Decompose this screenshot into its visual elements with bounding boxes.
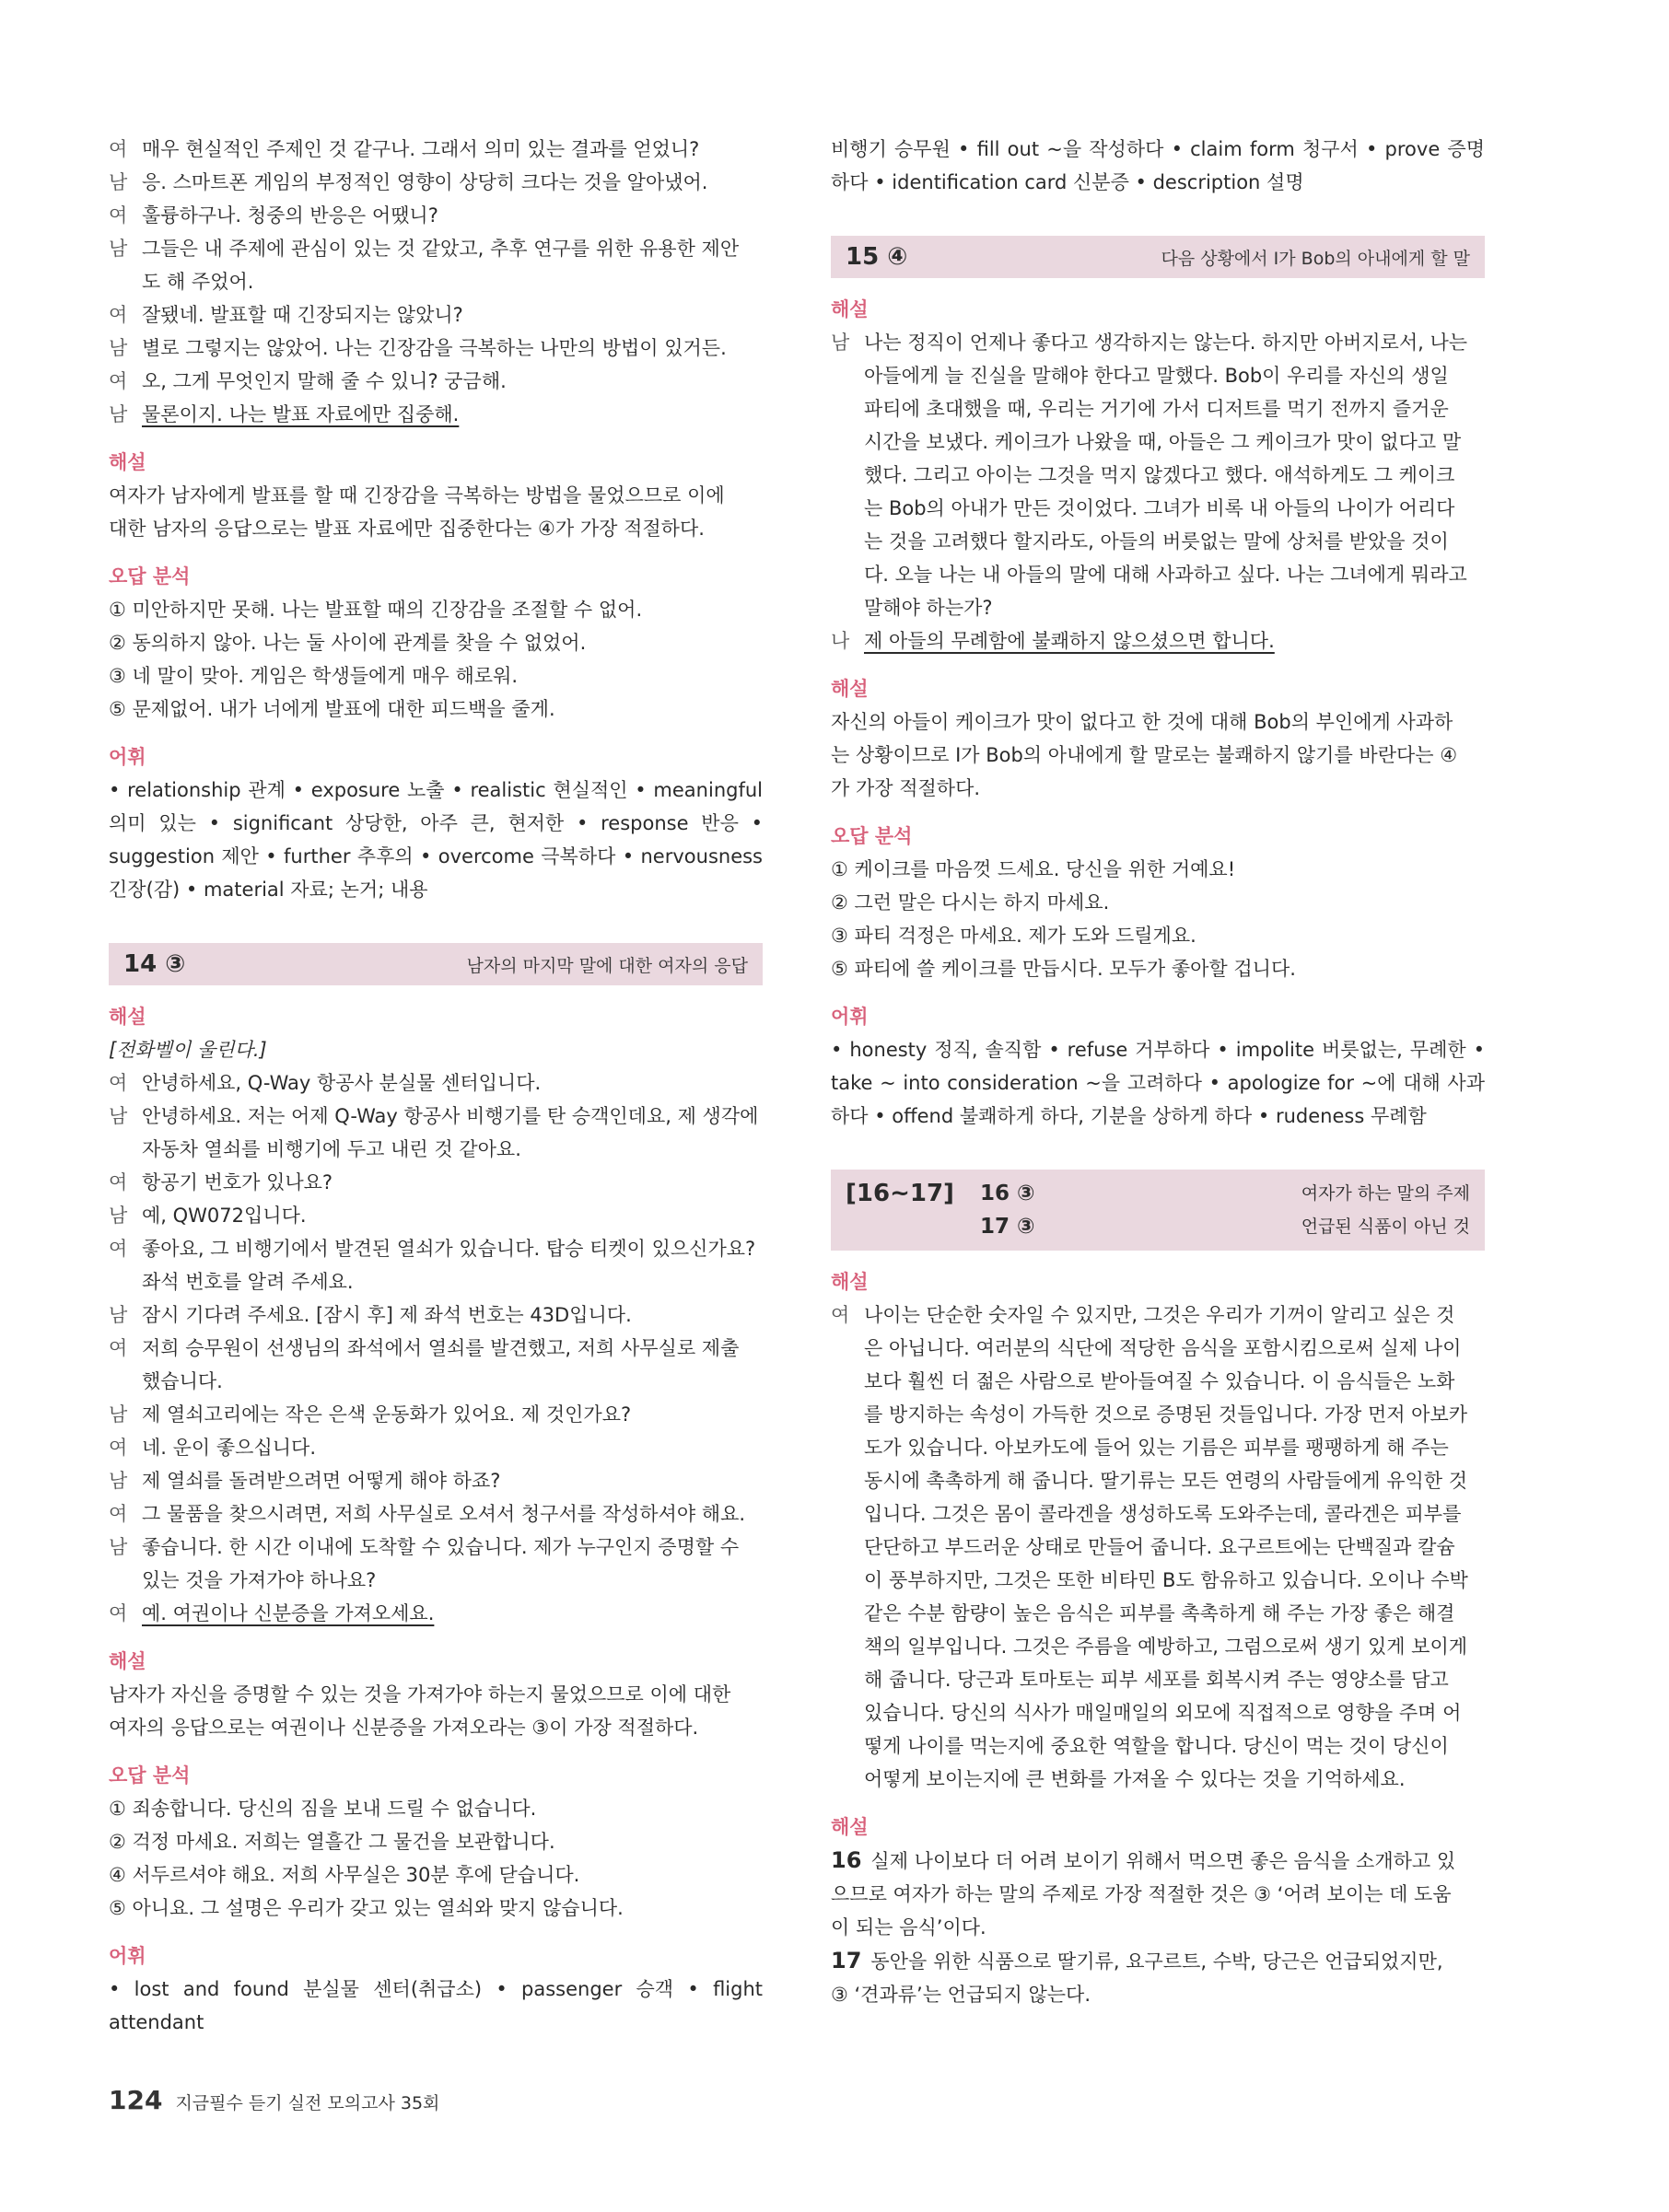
dialogue-line bbox=[831, 392, 1485, 425]
question-description: 다음 상황에서 I가 Bob의 아내에게 할 말 bbox=[1161, 248, 1470, 269]
dialogue-line bbox=[831, 492, 1485, 525]
utterance: 이 풍부하지만, 그것은 또한 비타민 B도 함유하고 있습니다. 오이나 수박 bbox=[864, 1569, 1468, 1591]
utterance: 떻게 나이를 먹는지에 중요한 역할을 합니다. 당신이 먹는 것이 당신이 bbox=[864, 1735, 1449, 1757]
dialogue-line bbox=[831, 1663, 1485, 1696]
speaker: 여 bbox=[109, 1072, 128, 1094]
speaker bbox=[831, 1332, 864, 1365]
utterance: 단단하고 부드러운 상태로 만들어 줍니다. 요구르트에는 단백질과 칼슘 bbox=[864, 1536, 1455, 1558]
utterance: 제 열쇠고리에는 작은 은색 운동화가 있어요. 제 것인가요? bbox=[142, 1403, 632, 1426]
wrong-answer-item: ① 케이크를 마음껏 드세요. 당신을 위한 거예요! bbox=[831, 858, 1236, 880]
wrong-answer-item: ⑤ 문제없어. 내가 너에게 발표에 대한 피드백을 줄게. bbox=[109, 698, 555, 720]
utterance: 보다 훨씬 더 젊은 사람으로 받아들여질 수 있습니다. 이 음식들은 노화 bbox=[864, 1370, 1455, 1392]
dialogue-line bbox=[831, 558, 1485, 591]
speaker bbox=[109, 1564, 142, 1597]
explanation-heading: 해설 bbox=[831, 678, 869, 700]
dialogue-line bbox=[831, 425, 1485, 459]
utterance: 좋습니다. 한 시간 이내에 도착할 수 있습니다. 제가 누구인지 증명할 수 bbox=[142, 1536, 740, 1558]
explanation-line bbox=[831, 1844, 1485, 1878]
question-number: 14 ③ bbox=[123, 950, 186, 978]
utterance: 입니다. 그것은 몸이 콜라겐을 생성하도록 도와주는데, 콜라겐은 피부를 bbox=[864, 1503, 1462, 1525]
speaker: 여 bbox=[109, 370, 128, 392]
question-header-16-17 bbox=[831, 1170, 1485, 1251]
dialogue-line bbox=[109, 1564, 763, 1597]
page-footer bbox=[109, 2085, 439, 2115]
utterance: 했다. 그리고 아이는 그것을 먹지 않겠다고 했다. 애석하게도 그 케이크 bbox=[864, 464, 1455, 486]
utterance: 파티에 초대했을 때, 우리는 거기에 가서 디저트를 먹기 전까지 즐거운 bbox=[864, 398, 1449, 420]
page-number: 124 bbox=[109, 2085, 163, 2115]
dialogue-line bbox=[109, 1100, 763, 1133]
question-range: [16~17] bbox=[846, 1180, 954, 1207]
dialogue-13 bbox=[109, 133, 763, 431]
dialogue-line bbox=[109, 232, 763, 265]
wrong-answer-heading: 오답 분석 bbox=[831, 825, 913, 847]
speaker: 남 bbox=[109, 337, 128, 359]
utterance: 은 아닙니다. 여러분의 식단에 적당한 음식을 포함시킴으로써 실제 나이 bbox=[864, 1337, 1462, 1359]
utterance: 좋아요, 그 비행기에서 발견된 열쇠가 있습니다. 탑승 티켓이 있으신가요? bbox=[142, 1238, 756, 1260]
dialogue-line bbox=[831, 624, 1485, 658]
utterance: 제 열쇠를 돌려받으려면 어떻게 해야 하죠? bbox=[142, 1470, 501, 1492]
speaker: 남 bbox=[831, 332, 850, 354]
dialogue-line bbox=[109, 199, 763, 232]
question-number: 15 ④ bbox=[846, 243, 908, 271]
speaker: 여 bbox=[831, 1304, 850, 1326]
wrong-answer-item: ⑤ 아니요. 그 설명은 우리가 갖고 있는 열쇠와 맞지 않습니다. bbox=[109, 1897, 624, 1919]
utterance: 좌석 번호를 알려 주세요. bbox=[142, 1271, 354, 1293]
speaker bbox=[831, 1531, 864, 1564]
question-description: 남자의 마지막 말에 대한 여자의 응답 bbox=[466, 955, 748, 976]
speaker: 남 bbox=[109, 1403, 128, 1426]
utterance: 나는 정직이 언제나 좋다고 생각하지는 않는다. 하지만 아버지로서, 나는 bbox=[864, 332, 1468, 354]
explanation-line: 대한 남자의 응답으로는 발표 자료에만 집중한다는 ④가 가장 적절하다. bbox=[109, 518, 705, 540]
utterance: 응. 스마트폰 게임의 부정적인 영향이 상당히 크다는 것을 알아냈어. bbox=[142, 171, 708, 193]
question-row bbox=[980, 1177, 1470, 1210]
dialogue-line bbox=[109, 332, 763, 365]
speaker bbox=[831, 392, 864, 425]
answer-utterance: 물론이지. 나는 발표 자료에만 집중해. bbox=[142, 403, 460, 425]
speaker bbox=[831, 558, 864, 591]
wrong-answer-item: ③ 네 말이 맞아. 게임은 학생들에게 매우 해로워. bbox=[109, 665, 519, 687]
dialogue-line bbox=[109, 298, 763, 332]
question-header-14 bbox=[109, 943, 763, 985]
explanation-line: 여자의 응답으로는 여권이나 신분증을 가져오라는 ③이 가장 적절하다. bbox=[109, 1717, 699, 1739]
speaker: 남 bbox=[109, 1105, 128, 1127]
speaker bbox=[109, 1265, 142, 1298]
utterance: 있습니다. 당신의 식사가 매일매일의 외모에 직접적으로 영향을 주며 어 bbox=[864, 1702, 1462, 1724]
explanation-line: ③ ‘견과류’는 언급되지 않는다. bbox=[831, 1984, 1091, 2006]
dialogue-line bbox=[831, 1630, 1485, 1663]
dialogue-line bbox=[831, 1332, 1485, 1365]
speaker bbox=[831, 1696, 864, 1729]
utterance: 해 줍니다. 당근과 토마토는 피부 세포를 회복시켜 주는 영양소를 담고 bbox=[864, 1669, 1449, 1691]
left-column bbox=[109, 133, 763, 2039]
utterance: 아들에게 늘 진실을 말해야 한다고 말했다. Bob이 우리를 자신의 생일 bbox=[864, 365, 1449, 387]
speaker: 남 bbox=[109, 403, 128, 425]
question-row bbox=[980, 1210, 1470, 1243]
utterance: 안녕하세요. 저는 어제 Q-Way 항공사 비행기를 탄 승객인데요, 제 생각에 bbox=[142, 1105, 759, 1127]
dialogue-line bbox=[831, 359, 1485, 392]
dialogue-line bbox=[109, 1497, 763, 1531]
utterance: 훌륭하구나. 청중의 반응은 어땠니? bbox=[142, 204, 438, 227]
dialogue-line bbox=[109, 1232, 763, 1265]
utterance: 항공기 번호가 있나요? bbox=[142, 1171, 333, 1193]
dialogue-line bbox=[109, 1531, 763, 1564]
dialogue-line bbox=[109, 365, 763, 398]
question-description: 언급된 식품이 아닌 것 bbox=[1301, 1217, 1470, 1237]
wrong-answer-heading: 오답 분석 bbox=[109, 1764, 191, 1787]
utterance: 했습니다. bbox=[142, 1370, 223, 1392]
utterance: 저희 승무원이 선생님의 좌석에서 열쇠를 발견했고, 저희 사무실로 제출 bbox=[142, 1337, 740, 1359]
utterance: 매우 현실적인 주제인 것 같구나. 그래서 의미 있는 결과를 얻었니? bbox=[142, 138, 700, 160]
utterance: 책의 일부입니다. 그것은 주름을 예방하고, 그럼으로써 생기 있게 보이게 bbox=[864, 1636, 1468, 1658]
utterance: 그 물품을 찾으시려면, 저희 사무실로 오셔서 청구서를 작성하셔야 해요. bbox=[142, 1503, 746, 1525]
dialogue-line bbox=[831, 1597, 1485, 1630]
book-title: 지금필수 듣기 실전 모의고사 35회 bbox=[175, 2093, 440, 2113]
speaker: 여 bbox=[109, 1337, 128, 1359]
dialogue-line bbox=[831, 1398, 1485, 1431]
speaker: 여 bbox=[109, 1503, 128, 1525]
dialogue-line bbox=[109, 1265, 763, 1298]
speaker bbox=[831, 1497, 864, 1531]
speaker bbox=[831, 1763, 864, 1796]
explanation-line: 이 되는 음식’이다. bbox=[831, 1916, 986, 1938]
dialogue-line bbox=[831, 1564, 1485, 1597]
question-number: 16 ③ bbox=[980, 1182, 1035, 1205]
dialogue-line bbox=[109, 1365, 763, 1398]
speaker: 남 bbox=[109, 171, 128, 193]
wrong-answer-item: ③ 파티 걱정은 마세요. 제가 도와 드릴게요. bbox=[831, 925, 1196, 947]
utterance: 같은 수분 함량이 높은 음식은 피부를 촉촉하게 해 주는 가장 좋은 해결 bbox=[864, 1602, 1455, 1624]
wrong-answer-item: ④ 서두르셔야 해요. 저희 사무실은 30분 후에 닫습니다. bbox=[109, 1864, 580, 1886]
utterance: 를 방지하는 속성이 가득한 것으로 증명된 것들입니다. 가장 먼저 아보카 bbox=[864, 1403, 1468, 1426]
dialogue-line bbox=[831, 591, 1485, 624]
dialogue-line bbox=[109, 1398, 763, 1431]
speaker: 나 bbox=[831, 630, 850, 652]
utterance: 안녕하세요, Q-Way 항공사 분실물 센터입니다. bbox=[142, 1072, 542, 1094]
utterance: 별로 그렇지는 않았어. 나는 긴장감을 극복하는 나만의 방법이 있거든. bbox=[142, 337, 727, 359]
dialogue-line bbox=[109, 133, 763, 166]
wrong-answer-item: ② 동의하지 않아. 나는 둘 사이에 관계를 찾을 수 없었어. bbox=[109, 632, 587, 654]
explanation-heading: 해설 bbox=[831, 298, 869, 320]
explanation-line: 남자가 자신을 증명할 수 있는 것을 가져가야 하는지 물었으므로 이에 대한 bbox=[109, 1683, 731, 1706]
speaker bbox=[831, 1431, 864, 1464]
utterance: 예, QW072입니다. bbox=[142, 1205, 307, 1227]
explanation-number: 17 bbox=[831, 1948, 862, 1973]
answer-utterance: 예. 여권이나 신분증을 가져오세요. bbox=[142, 1602, 435, 1624]
explanation-line: 는 상황이므로 I가 Bob의 아내에게 할 말로는 불쾌하지 않기를 바란다는 ④ bbox=[831, 744, 1458, 766]
dialogue-line bbox=[831, 1763, 1485, 1796]
speaker bbox=[831, 1729, 864, 1763]
speaker: 여 bbox=[109, 138, 128, 160]
scene-direction: [전화벨이 울린다.] bbox=[109, 1039, 267, 1061]
right-column bbox=[831, 133, 1485, 2011]
dialogue-line bbox=[109, 1066, 763, 1100]
explanation-heading: 해설 bbox=[109, 1650, 146, 1672]
dialogue-line bbox=[831, 1729, 1485, 1763]
wrong-answer-item: ① 죄송합니다. 당신의 짐을 보내 드릴 수 없습니다. bbox=[109, 1798, 537, 1820]
speaker: 여 bbox=[109, 304, 128, 326]
explanation-line: 여자가 남자에게 발표를 할 때 긴장감을 극복하는 방법을 물었으므로 이에 bbox=[109, 484, 725, 506]
speaker: 남 bbox=[109, 238, 128, 260]
dialogue-line bbox=[831, 1365, 1485, 1398]
dialogue-line bbox=[831, 1696, 1485, 1729]
explanation-line: 가 가장 적절하다. bbox=[831, 777, 981, 799]
speaker bbox=[831, 1630, 864, 1663]
answer-utterance: 제 아들의 무례함에 불쾌하지 않으셨으면 합니다. bbox=[864, 630, 1275, 652]
speaker: 남 bbox=[109, 1205, 128, 1227]
dialogue-line bbox=[109, 265, 763, 298]
speaker bbox=[831, 591, 864, 624]
explanation-line bbox=[831, 1944, 1485, 1978]
dialogue-line bbox=[109, 1332, 763, 1365]
speaker bbox=[831, 359, 864, 392]
utterance: 네. 운이 좋으십니다. bbox=[142, 1437, 316, 1459]
vocabulary-heading: 어휘 bbox=[109, 746, 146, 768]
utterance: 나이는 단순한 숫자일 수 있지만, 그것은 우리가 기꺼이 알리고 싶은 것 bbox=[864, 1304, 1455, 1326]
speaker: 남 bbox=[109, 1304, 128, 1326]
utterance: 도 해 주었어. bbox=[142, 271, 254, 293]
utterance: 도가 있습니다. 아보카도에 들어 있는 기름은 피부를 팽팽하게 해 주는 bbox=[864, 1437, 1449, 1459]
utterance: 는 Bob의 아내가 만든 것이었다. 그녀가 비록 내 아들의 나이가 어리다 bbox=[864, 497, 1455, 519]
speaker bbox=[831, 492, 864, 525]
monologue-15 bbox=[831, 326, 1485, 658]
utterance: 잘됐네. 발표할 때 긴장되지는 않았니? bbox=[142, 304, 463, 326]
wrong-answer-heading: 오답 분석 bbox=[109, 565, 191, 588]
wrong-answer-item: ⑤ 파티에 쓸 케이크를 만듭시다. 모두가 좋아할 겁니다. bbox=[831, 958, 1296, 980]
utterance: 는 것을 고려했다 할지라도, 아들의 버릇없는 말에 상처를 받았을 것이 bbox=[864, 530, 1449, 553]
speaker bbox=[109, 1365, 142, 1398]
speaker: 여 bbox=[109, 1171, 128, 1193]
dialogue-line bbox=[831, 525, 1485, 558]
utterance: 다. 오늘 나는 내 아들의 말에 대해 사과하고 싶다. 나는 그녀에게 뭐라고 bbox=[864, 564, 1467, 586]
speaker bbox=[831, 1398, 864, 1431]
vocabulary-list: • honesty 정직, 솔직함 • refuse 거부하다 • impolite 버릇없는, 무례한 • take ~ into consideration ~을 고려하다 • apologize for ~에 대해 사과하다 • offend 불쾌하게 하다, 기분을 상하게 하다 • rudeness 무례함 bbox=[831, 1039, 1485, 1127]
wrong-answer-item: ② 그런 말은 다시는 하지 마세요. bbox=[831, 891, 1110, 914]
dialogue-line bbox=[831, 1298, 1485, 1332]
speaker bbox=[831, 1564, 864, 1597]
utterance: 오, 그게 무엇인지 말해 줄 수 있니? 궁금해. bbox=[142, 370, 507, 392]
dialogue-line bbox=[109, 1431, 763, 1464]
explanation-line: 자신의 아들이 케이크가 맛이 없다고 한 것에 대해 Bob의 부인에게 사과하 bbox=[831, 711, 1453, 733]
speaker: 여 bbox=[109, 1437, 128, 1459]
dialogue-line bbox=[831, 1497, 1485, 1531]
question-number: 17 ③ bbox=[980, 1215, 1035, 1239]
explanation-heading: 해설 bbox=[109, 451, 146, 473]
speaker bbox=[831, 425, 864, 459]
utterance: 시간을 보냈다. 케이크가 나왔을 때, 아들은 그 케이크가 맛이 없다고 말 bbox=[864, 431, 1462, 453]
dialogue-line bbox=[109, 1298, 763, 1332]
speaker bbox=[831, 1464, 864, 1497]
speaker: 여 bbox=[109, 204, 128, 227]
dialogue-line bbox=[831, 326, 1485, 359]
wrong-answer-item: ② 걱정 마세요. 저희는 열흘간 그 물건을 보관합니다. bbox=[109, 1831, 555, 1853]
vocabulary-heading: 어휘 bbox=[109, 1945, 146, 1967]
speaker bbox=[831, 459, 864, 492]
speaker bbox=[831, 1597, 864, 1630]
utterance: 그들은 내 주제에 관심이 있는 것 같았고, 추후 연구를 위한 유용한 제안 bbox=[142, 238, 740, 260]
explanation-heading: 해설 bbox=[831, 1816, 869, 1838]
dialogue-line bbox=[831, 459, 1485, 492]
vocabulary-list-continued: 비행기 승무원 • fill out ~을 작성하다 • claim form 청구서 • prove 증명하다 • identification card 신분증 • description 설명 bbox=[831, 138, 1485, 193]
speaker: 여 bbox=[109, 1602, 128, 1624]
dialogue-14 bbox=[109, 1066, 763, 1630]
monologue-16 bbox=[831, 1298, 1485, 1796]
utterance: 잠시 기다려 주세요. [잠시 후] 제 좌석 번호는 43D입니다. bbox=[142, 1304, 632, 1326]
dialogue-line bbox=[109, 1464, 763, 1497]
explanation-text: 동안을 위한 식품으로 딸기류, 요구르트, 수박, 당근은 언급되었지만, bbox=[870, 1950, 1443, 1973]
explanation-heading: 해설 bbox=[831, 1271, 869, 1293]
vocabulary-list: • lost and found 분실물 센터(취급소) • passenger 승객 • flight attendant bbox=[109, 1978, 763, 2033]
explanation-line: 으므로 여자가 하는 말의 주제로 가장 적절한 것은 ③ ‘어려 보이는 데 도움 bbox=[831, 1883, 1452, 1905]
speaker: 남 bbox=[109, 1470, 128, 1492]
explanation-number: 16 bbox=[831, 1847, 862, 1873]
speaker bbox=[109, 1133, 142, 1166]
dialogue-line bbox=[109, 1166, 763, 1199]
vocabulary-list: • relationship 관계 • exposure 노출 • realistic 현실적인 • meaningful 의미 있는 • significant 상당한, 아주 큰, 현저한 • response 반응 • suggestion 제안 • further 추후의 • overcome 극복하다 • nervousness 긴장(감) • material 자료; 논거; 내용 bbox=[109, 779, 763, 901]
dialogue-line bbox=[831, 1464, 1485, 1497]
speaker: 남 bbox=[109, 1536, 128, 1558]
dialogue-line bbox=[831, 1431, 1485, 1464]
speaker bbox=[831, 1365, 864, 1398]
dialogue-line bbox=[109, 1133, 763, 1166]
speaker bbox=[831, 1663, 864, 1696]
question-description: 여자가 하는 말의 주제 bbox=[1301, 1183, 1470, 1204]
dialogue-line bbox=[109, 398, 763, 431]
question-header-15 bbox=[831, 236, 1485, 278]
explanation-text: 실제 나이보다 더 어려 보이기 위해서 먹으면 좋은 음식을 소개하고 있 bbox=[870, 1850, 1456, 1872]
utterance: 동시에 촉촉하게 해 줍니다. 딸기류는 모든 연령의 사람들에게 유익한 것 bbox=[864, 1470, 1468, 1492]
utterance: 어떻게 보이는지에 큰 변화를 가져올 수 있다는 것을 기억하세요. bbox=[864, 1768, 1406, 1790]
wrong-answer-item: ① 미안하지만 못해. 나는 발표할 때의 긴장감을 조절할 수 없어. bbox=[109, 599, 643, 621]
vocabulary-heading: 어휘 bbox=[831, 1006, 869, 1028]
dialogue-line bbox=[109, 1199, 763, 1232]
explanation-heading: 해설 bbox=[109, 1006, 146, 1028]
dialogue-line bbox=[109, 1597, 763, 1630]
dialogue-line bbox=[109, 166, 763, 199]
dialogue-line bbox=[831, 1531, 1485, 1564]
utterance: 말해야 하는가? bbox=[864, 597, 993, 619]
speaker bbox=[831, 525, 864, 558]
speaker bbox=[109, 265, 142, 298]
speaker: 여 bbox=[109, 1238, 128, 1260]
utterance: 자동차 열쇠를 비행기에 두고 내린 것 같아요. bbox=[142, 1138, 521, 1160]
utterance: 있는 것을 가져가야 하나요? bbox=[142, 1569, 377, 1591]
